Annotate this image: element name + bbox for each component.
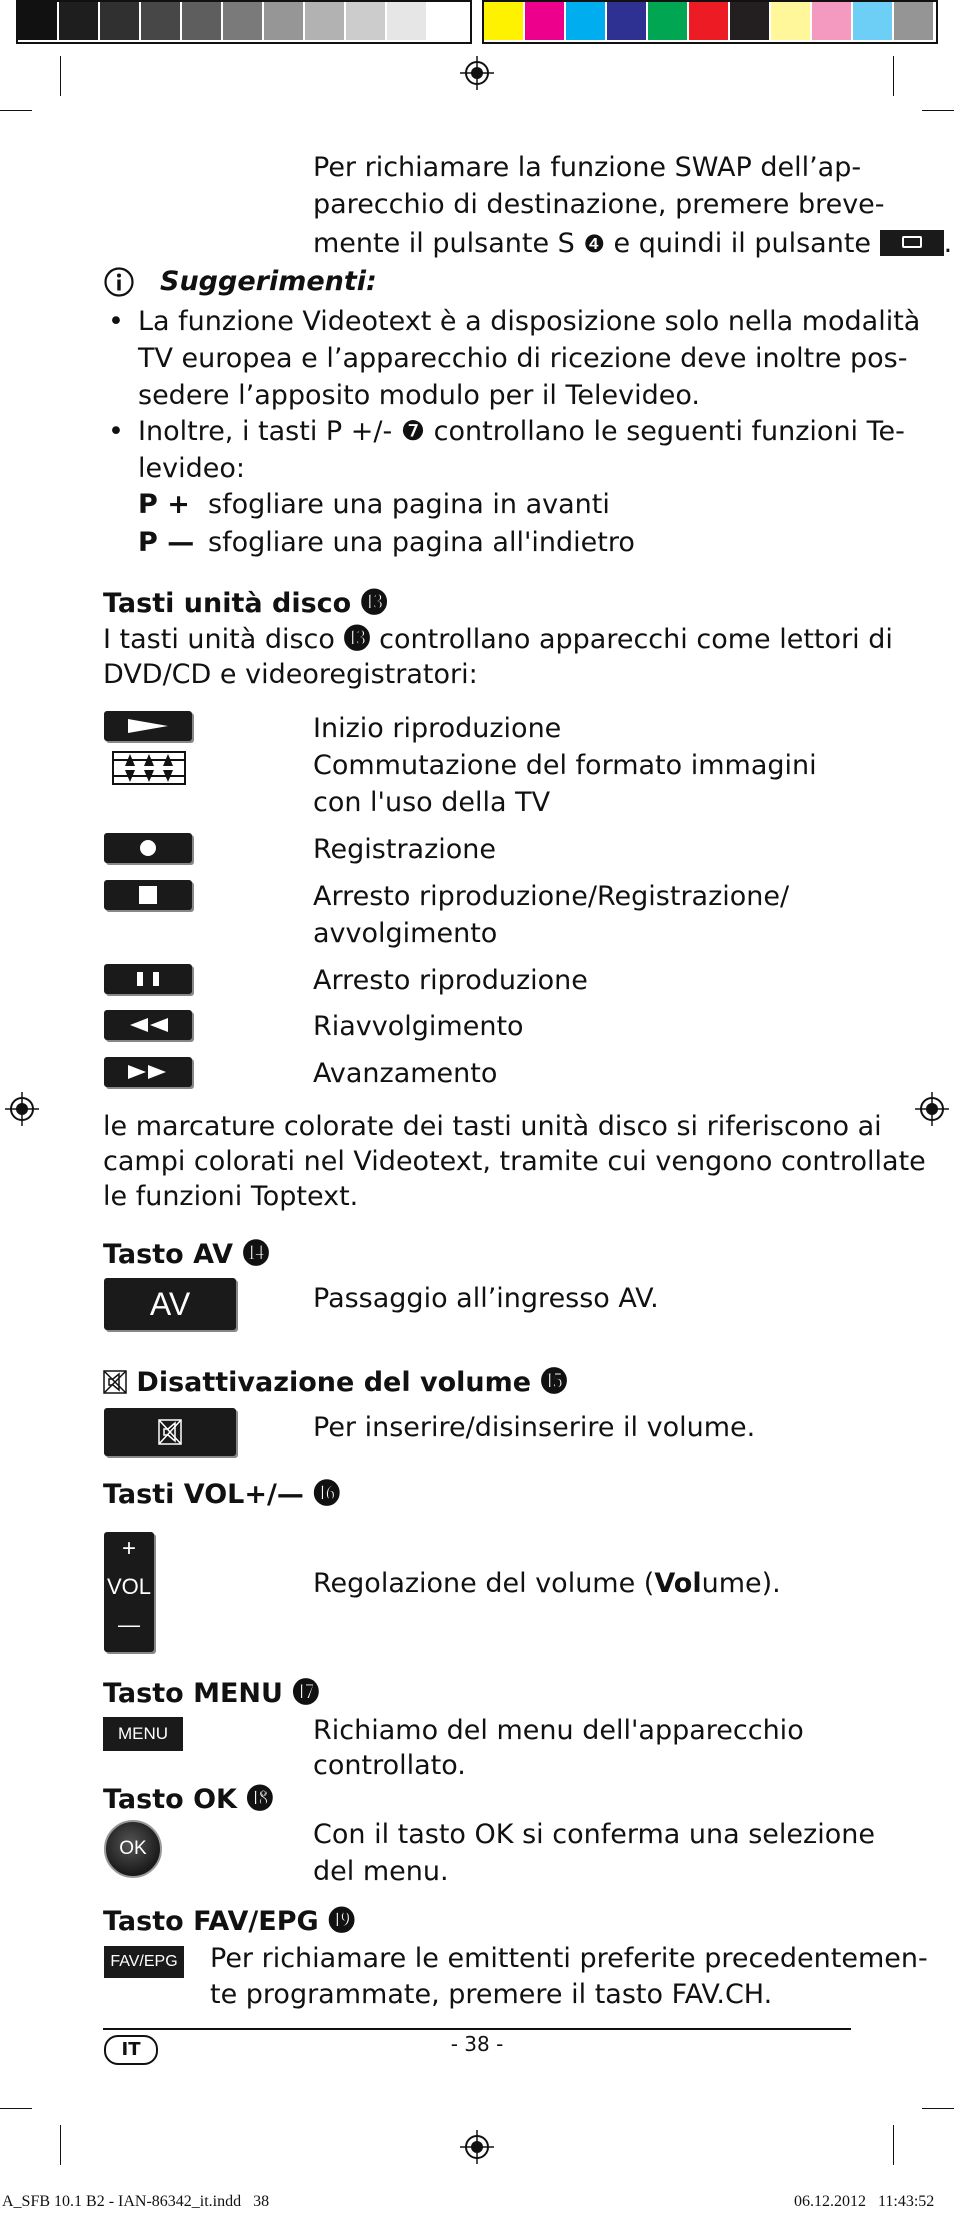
- color-swatch: [484, 2, 523, 40]
- stop-text: avvolgimento: [313, 918, 498, 949]
- av-text: Passaggio all’ingresso AV.: [313, 1283, 659, 1314]
- menu-heading: [103, 1676, 319, 1712]
- mute-heading-text: Disattivazione del volume: [136, 1367, 532, 1398]
- gray-swatch: [59, 2, 98, 40]
- fast-forward-icon: [104, 1057, 192, 1087]
- intro-line: [313, 226, 952, 262]
- disc-note: le funzioni Toptext.: [103, 1181, 359, 1212]
- gray-swatch: [100, 2, 139, 40]
- color-swatch: [730, 2, 769, 40]
- vol-heading: [103, 1477, 340, 1513]
- format-text: con l'uso della TV: [313, 787, 551, 818]
- vol-key: [104, 1532, 154, 1652]
- vol-text-part: ume).: [701, 1568, 781, 1599]
- gray-swatch: [387, 2, 426, 40]
- language-badge: IT: [104, 2035, 158, 2065]
- ref-number: ⓱: [292, 1678, 320, 1709]
- vol-plus-label: +: [121, 1535, 136, 1562]
- p-minus-key: P —: [138, 527, 195, 558]
- tips-line: La funzione Videotext è a disposizione solo nella modalità: [138, 306, 921, 337]
- ref-number: ⓭: [360, 588, 388, 619]
- record-icon: [104, 833, 192, 863]
- color-swatch: [525, 2, 564, 40]
- disc-intro: [103, 622, 893, 658]
- fav-heading-text: Tasto FAV/EPG: [103, 1906, 319, 1937]
- ref-number: ⓭: [343, 624, 371, 655]
- gray-swatch: [428, 2, 467, 40]
- gray-swatch: [223, 2, 262, 40]
- fav-text: te programmate, premere il tasto FAV.CH.: [210, 1979, 773, 2010]
- vol-text-bold: Vol: [654, 1568, 702, 1599]
- ok-text: del menu.: [313, 1856, 449, 1887]
- registration-mark-icon: [915, 1092, 949, 1126]
- forward-key: [104, 1057, 192, 1087]
- ref-number: ❹: [583, 230, 605, 258]
- rewind-icon: [104, 1010, 192, 1040]
- mute-heading: [103, 1365, 567, 1401]
- av-heading-text: Tasto AV: [103, 1239, 234, 1270]
- pause-icon: [104, 964, 192, 994]
- record-text: Registrazione: [313, 834, 497, 865]
- intro-period: .: [943, 228, 953, 259]
- mute-key: [104, 1408, 236, 1456]
- page-number: - 38 -: [450, 2032, 504, 2056]
- ok-heading: [103, 1782, 273, 1818]
- rewind-key: [104, 1010, 192, 1040]
- mute-text: Per inserire/disinserire il volume.: [313, 1412, 756, 1443]
- menu-text: controllato.: [313, 1750, 466, 1781]
- format-text: Commutazione del formato immagini: [313, 750, 817, 781]
- fav-text: Per richiamare le emittenti preferite precedentemen-: [210, 1943, 928, 1974]
- tips-title: Suggerimenti:: [160, 266, 377, 297]
- color-swatch: [566, 2, 605, 40]
- vol-heading-text: Tasti VOL+/—: [103, 1479, 304, 1510]
- gray-swatch: [264, 2, 303, 40]
- intro-line: parecchio di destinazione, premere breve-: [313, 189, 885, 220]
- ref-number: ⓳: [328, 1906, 356, 1937]
- gray-swatch: [18, 2, 57, 40]
- p-minus-text: sfogliare una pagina all'indietro: [208, 527, 635, 558]
- disc-intro: DVD/CD e videoregistratori:: [103, 659, 478, 690]
- ref-number: ❼: [400, 416, 426, 447]
- intro-text: e quindi il pulsante: [613, 228, 872, 259]
- tips-line: sedere l’apposito modulo per il Televideo.: [138, 380, 700, 411]
- record-key: [104, 833, 192, 863]
- disc-heading-text: Tasti unità disco: [103, 588, 352, 619]
- gray-swatch: [305, 2, 344, 40]
- bullet-dot: •: [108, 416, 124, 447]
- intro-line: Per richiamare la funzione SWAP dell’ap-: [313, 152, 862, 183]
- disc-intro-text: controllano apparecchi come lettori di: [379, 624, 893, 655]
- bullet-dot: •: [108, 306, 124, 337]
- fav-epg-key: FAV/EPG: [104, 1946, 184, 1978]
- color-swatch: [689, 2, 728, 40]
- menu-text: Richiamo del menu dell'apparecchio: [313, 1715, 804, 1746]
- play-icon: [104, 711, 192, 741]
- ref-number: ⓮: [242, 1239, 270, 1270]
- vol-minus-label: —: [118, 1612, 140, 1637]
- menu-key: MENU: [103, 1717, 183, 1751]
- p-plus-key: P +: [138, 489, 190, 520]
- ok-heading-text: Tasto OK: [103, 1784, 237, 1815]
- color-swatch: [853, 2, 892, 40]
- forward-text: Avanzamento: [313, 1058, 498, 1089]
- color-swatch: [648, 2, 687, 40]
- slug-timestamp: 06.12.2012 11:43:52: [794, 2193, 935, 2210]
- color-swatch: [894, 2, 933, 40]
- rewind-text: Riavvolgimento: [313, 1011, 524, 1042]
- stop-icon: [104, 880, 192, 910]
- color-swatch: [607, 2, 646, 40]
- intro-text: mente il pulsante S: [313, 228, 575, 259]
- format-icon: [112, 750, 186, 786]
- disc-note: campi colorati nel Videotext, tramite cui vengono controllate: [103, 1146, 926, 1177]
- stop-text: Arresto riproduzione/Registrazione/: [313, 881, 790, 912]
- stop-key: [104, 880, 192, 910]
- play-key: [104, 711, 192, 741]
- menu-heading-text: Tasto MENU: [103, 1678, 283, 1709]
- tv-key-icon: [880, 230, 944, 256]
- disc-intro-text: I tasti unità disco: [103, 624, 335, 655]
- disc-note: le marcature colorate dei tasti unità disco si riferiscono ai: [103, 1111, 882, 1142]
- color-swatch: [812, 2, 851, 40]
- tips-line: TV europea e l’apparecchio di ricezione deve inoltre pos-: [138, 343, 908, 374]
- mute-icon: [103, 1370, 127, 1394]
- vol-label: VOL: [106, 1574, 152, 1599]
- ok-key: OK: [104, 1820, 162, 1878]
- p-plus-text: sfogliare una pagina in avanti: [208, 489, 610, 520]
- gray-swatch: [346, 2, 385, 40]
- registration-mark-icon: [460, 2130, 494, 2164]
- mute-icon: [104, 1408, 236, 1456]
- vol-text: [313, 1566, 781, 1602]
- av-key: AV: [104, 1278, 236, 1330]
- ref-number: ⓯: [540, 1367, 568, 1398]
- ref-number: ⓰: [313, 1479, 341, 1510]
- disc-heading: [103, 586, 388, 622]
- registration-mark-icon: [5, 1092, 39, 1126]
- tips-line: levideo:: [138, 453, 245, 484]
- info-icon: [103, 266, 135, 298]
- av-heading: [103, 1237, 269, 1273]
- pause-key: [104, 964, 192, 994]
- color-swatch: [771, 2, 810, 40]
- registration-mark-icon: [460, 56, 494, 90]
- gray-swatch: [182, 2, 221, 40]
- tips-text: controllano le seguenti funzioni Te-: [433, 416, 905, 447]
- fav-heading: [103, 1904, 355, 1940]
- pause-text: Arresto riproduzione: [313, 965, 588, 996]
- gray-swatch: [141, 2, 180, 40]
- tips-line: [138, 414, 905, 450]
- play-text: Inizio riproduzione: [313, 713, 562, 744]
- ok-text: Con il tasto OK si conferma una selezione: [313, 1819, 875, 1850]
- tips-text: Inoltre, i tasti P +/-: [138, 416, 393, 447]
- slug-file: A_SFB 10.1 B2 - IAN-86342_it.indd 38: [2, 2193, 270, 2210]
- ref-number: ⓲: [246, 1784, 274, 1815]
- vol-text-part: Regolazione del volume (: [313, 1568, 655, 1599]
